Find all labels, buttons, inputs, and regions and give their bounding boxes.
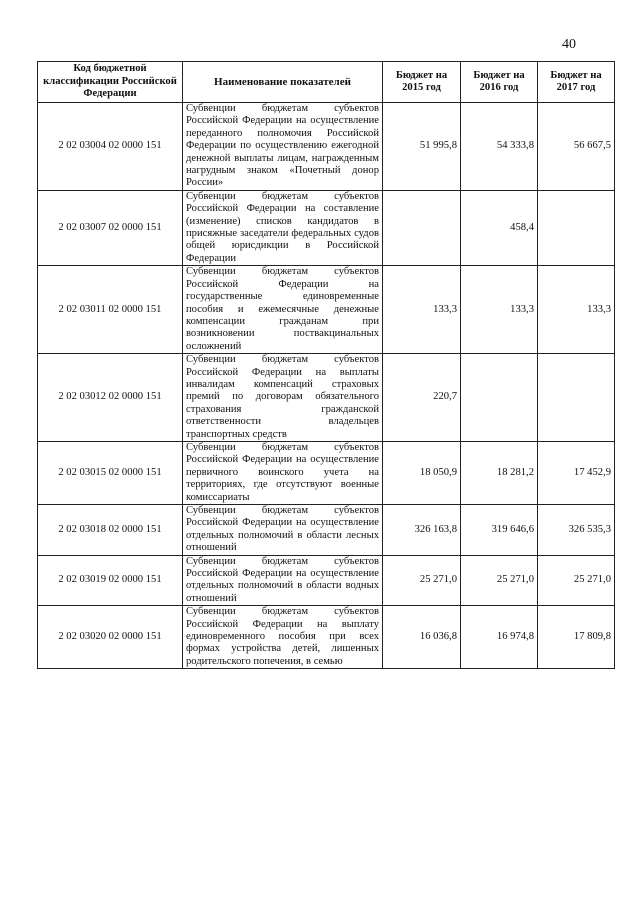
cell-name: Субвенции бюджетам субъектов Российской Федерации на составление (изменение) списков кандидатов в присяжные заседатели федеральных судов общей юрисдикции в Российской Федерации bbox=[183, 190, 383, 265]
table-row bbox=[38, 103, 615, 191]
cell-budget-2016: 319 646,6 bbox=[461, 505, 538, 556]
cell-code: 2 02 03015 02 0000 151 bbox=[38, 441, 183, 504]
cell-budget-2015: 51 995,8 bbox=[383, 103, 461, 191]
header-budget-2015: Бюджет на 2015 год bbox=[383, 62, 461, 103]
cell-budget-2016: 133,3 bbox=[461, 266, 538, 354]
cell-budget-2017 bbox=[538, 190, 615, 265]
cell-budget-2017: 133,3 bbox=[538, 266, 615, 354]
table-row bbox=[38, 266, 615, 354]
table-row bbox=[38, 354, 615, 442]
table-row bbox=[38, 555, 615, 606]
cell-budget-2015: 133,3 bbox=[383, 266, 461, 354]
cell-budget-2016: 25 271,0 bbox=[461, 555, 538, 606]
cell-name: Субвенции бюджетам субъектов Российской Федерации на государственные единовременные пособия и ежемесячные денежные компенсации гражданам при возникновении поствакцинальных осложнений bbox=[183, 266, 383, 354]
cell-name: Субвенции бюджетам субъектов Российской Федерации на осуществление отдельных полномочий в области водных отношений bbox=[183, 555, 383, 606]
cell-code: 2 02 03019 02 0000 151 bbox=[38, 555, 183, 606]
cell-budget-2015: 326 163,8 bbox=[383, 505, 461, 556]
cell-name: Субвенции бюджетам субъектов Российской Федерации на выплату единовременного пособия при всех формах устройства детей, лишенных родительского попечения, в семью bbox=[183, 606, 383, 669]
cell-name: Субвенции бюджетам субъектов Российской Федерации на выплаты инвалидам компенсаций страховых премий по договорам обязательного страхования гражданской ответственности владельцев транспортных средств bbox=[183, 354, 383, 442]
table-header-row bbox=[38, 62, 615, 103]
cell-budget-2015: 25 271,0 bbox=[383, 555, 461, 606]
cell-budget-2016: 458,4 bbox=[461, 190, 538, 265]
cell-budget-2016 bbox=[461, 354, 538, 442]
cell-budget-2017 bbox=[538, 354, 615, 442]
cell-budget-2016: 18 281,2 bbox=[461, 441, 538, 504]
table-row bbox=[38, 505, 615, 556]
cell-code: 2 02 03020 02 0000 151 bbox=[38, 606, 183, 669]
header-budget-2017: Бюджет на 2017 год bbox=[538, 62, 615, 103]
cell-budget-2015: 16 036,8 bbox=[383, 606, 461, 669]
cell-name: Субвенции бюджетам субъектов Российской Федерации на осуществление переданного полномочия Российской Федерации по осуществлению ежегодной денежной выплаты лицам, награжденным нагрудным знаком «Почетный донор России» bbox=[183, 103, 383, 191]
cell-budget-2016: 54 333,8 bbox=[461, 103, 538, 191]
cell-code: 2 02 03007 02 0000 151 bbox=[38, 190, 183, 265]
cell-budget-2015: 18 050,9 bbox=[383, 441, 461, 504]
cell-budget-2016: 16 974,8 bbox=[461, 606, 538, 669]
cell-budget-2017: 17 809,8 bbox=[538, 606, 615, 669]
table-row bbox=[38, 441, 615, 504]
table-row bbox=[38, 606, 615, 669]
cell-name: Субвенции бюджетам субъектов Российской Федерации на осуществление отдельных полномочий в области лесных отношений bbox=[183, 505, 383, 556]
cell-budget-2017: 25 271,0 bbox=[538, 555, 615, 606]
cell-code: 2 02 03004 02 0000 151 bbox=[38, 103, 183, 191]
cell-budget-2015 bbox=[383, 190, 461, 265]
budget-table bbox=[37, 61, 615, 669]
cell-budget-2015: 220,7 bbox=[383, 354, 461, 442]
table-row bbox=[38, 190, 615, 265]
header-budget-2016: Бюджет на 2016 год bbox=[461, 62, 538, 103]
cell-code: 2 02 03012 02 0000 151 bbox=[38, 354, 183, 442]
cell-code: 2 02 03018 02 0000 151 bbox=[38, 505, 183, 556]
cell-name: Субвенции бюджетам субъектов Российской Федерации на осуществление первичного воинского учета на территориях, где отсутствуют военные комиссариаты bbox=[183, 441, 383, 504]
cell-budget-2017: 17 452,9 bbox=[538, 441, 615, 504]
cell-budget-2017: 56 667,5 bbox=[538, 103, 615, 191]
cell-code: 2 02 03011 02 0000 151 bbox=[38, 266, 183, 354]
cell-budget-2017: 326 535,3 bbox=[538, 505, 615, 556]
page-number: 40 bbox=[562, 37, 576, 52]
header-code: Код бюджетной классификации Российской Федерации bbox=[38, 62, 183, 103]
header-name: Наименование показателей bbox=[183, 62, 383, 103]
